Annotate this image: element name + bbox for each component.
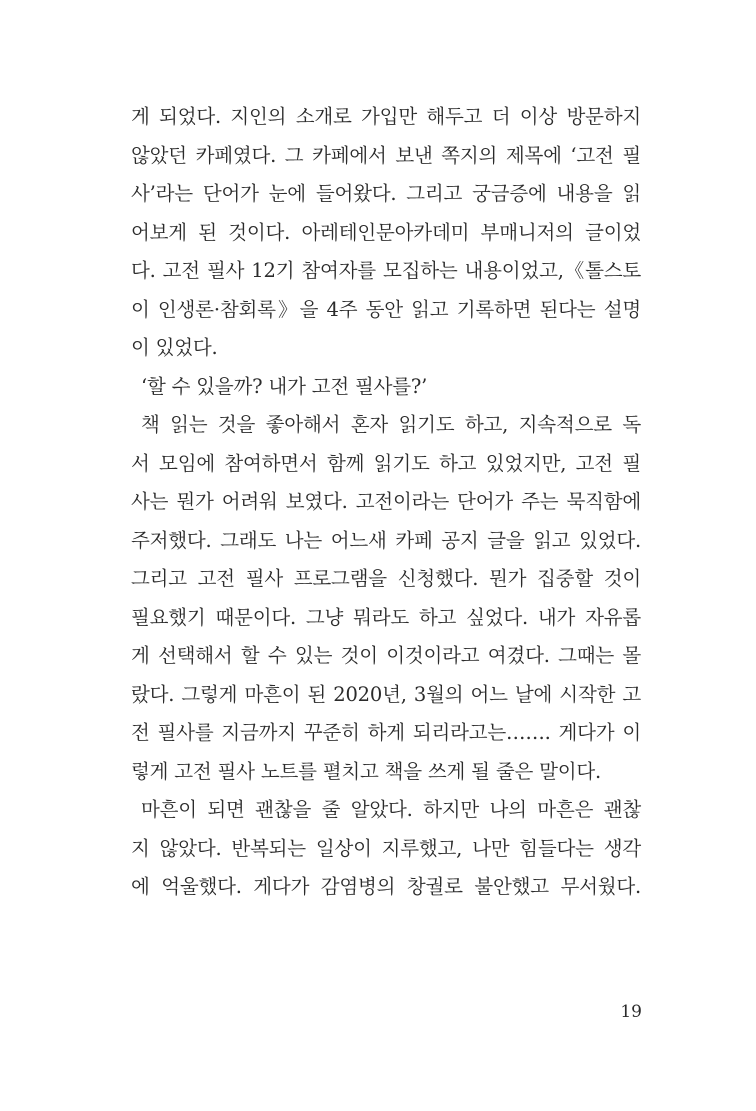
text-line: 다. 고전 필사 12기 참여자를 모집하는 내용이었고,《톨스토 bbox=[131, 259, 641, 282]
text-line: 이 있었다. bbox=[131, 336, 218, 359]
text-line: 책 읽는 것을 좋아해서 혼자 읽기도 하고, 지속적으로 독 bbox=[141, 413, 641, 436]
text-line: 사는 뭔가 어려워 보였다. 고전이라는 단어가 주는 묵직함에 bbox=[131, 490, 641, 513]
text-line: 에 억울했다. 게다가 감염병의 창궐로 불안했고 무서웠다. bbox=[131, 875, 641, 898]
text-line: 게 되었다. 지인의 소개로 가입만 해두고 더 이상 방문하지 bbox=[131, 105, 641, 128]
text-line: 랐다. 그렇게 마흔이 된 2020년, 3월의 어느 날에 시작한 고 bbox=[131, 682, 641, 706]
text-line: 마흔이 되면 괜찮을 줄 알았다. 하지만 나의 마흔은 괜찮 bbox=[141, 798, 641, 821]
text-line: 어보게 된 것이다. 아레테인문아카데미 부매니저의 글이었 bbox=[131, 220, 641, 244]
text-line: 렇게 고전 필사 노트를 펼치고 책을 쓰게 될 줄은 말이다. bbox=[131, 759, 601, 783]
text-line: 이 인생론·참회록》을 4주 동안 읽고 기록하면 된다는 설명 bbox=[131, 297, 641, 321]
text-line: 게 선택해서 할 수 있는 것이 이것이라고 여겼다. 그때는 몰 bbox=[131, 644, 641, 667]
text-line: 사’라는 단어가 눈에 들어왔다. 그리고 궁금증에 내용을 읽 bbox=[131, 182, 641, 205]
text-line: 필요했기 때문이다. 그냥 뭐라도 하고 싶었다. 내가 자유롭 bbox=[131, 605, 641, 629]
text-line: 지 않았다. 반복되는 일상이 지루했고, 나만 힘들다는 생각 bbox=[131, 836, 641, 860]
text-line: 않았던 카페였다. 그 카페에서 보낸 쪽지의 제목에 ‘고전 필 bbox=[131, 143, 641, 167]
body-text bbox=[131, 98, 641, 907]
page-number: 19 bbox=[620, 1002, 642, 1022]
text-line: 전 필사를 지금까지 꾸준히 하게 되리라고는……. 게다가 이 bbox=[131, 721, 641, 744]
text-line: 서 모임에 참여하면서 함께 읽기도 하고 있었지만, 고전 필 bbox=[131, 451, 641, 475]
text-line: ‘할 수 있을까? 내가 고전 필사를?’ bbox=[141, 374, 428, 398]
text-line: 그리고 고전 필사 프로그램을 신청했다. 뭔가 집중할 것이 bbox=[131, 567, 641, 590]
text-line: 주저했다. 그래도 나는 어느새 카페 공지 글을 읽고 있었다. bbox=[131, 528, 641, 552]
